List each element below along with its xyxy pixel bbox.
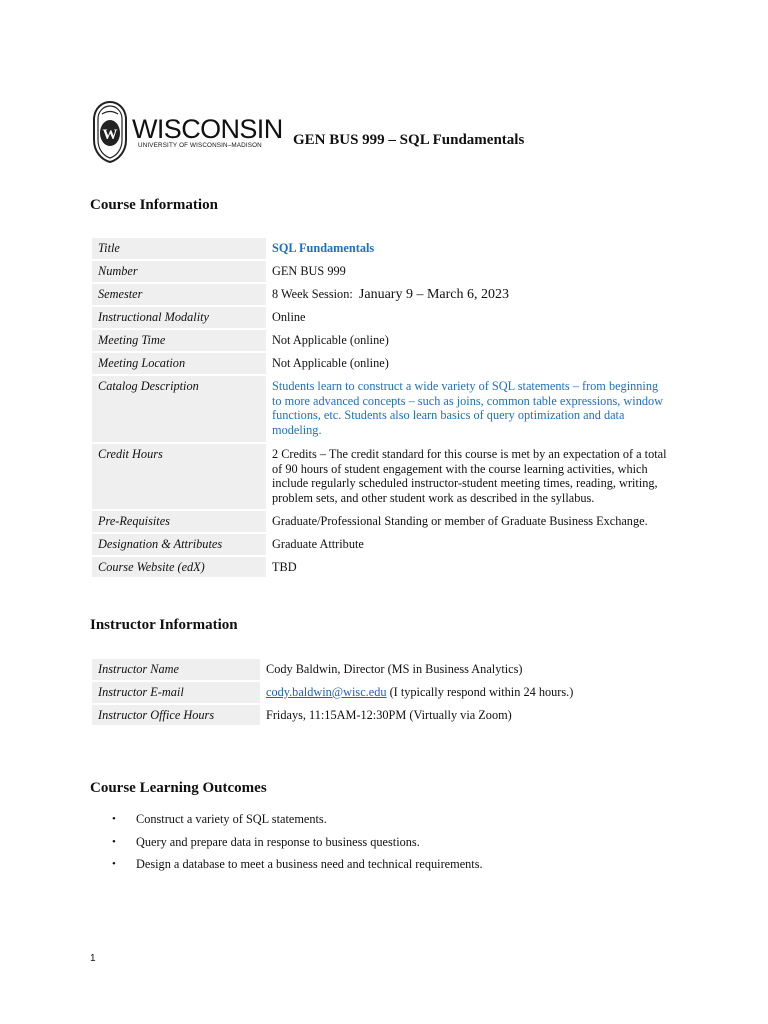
table-row	[92, 261, 676, 282]
table-row	[92, 511, 676, 532]
document-title: GEN BUS 999 – SQL Fundamentals	[293, 132, 525, 148]
list-item	[112, 853, 483, 876]
table-row	[92, 557, 676, 578]
instructor-name: Cody Baldwin, Director (MS in Business Analytics)	[266, 662, 523, 676]
document-header	[90, 100, 283, 164]
table-row	[92, 284, 676, 306]
row-label: Instructor Office Hours	[92, 705, 260, 726]
svg-text:W: W	[102, 127, 118, 143]
row-label: Instructor Name	[92, 659, 260, 680]
table-row	[92, 353, 676, 374]
row-label: Designation & Attributes	[92, 534, 266, 555]
instructor-info-heading: Instructor Information	[90, 617, 238, 633]
table-row	[92, 682, 692, 703]
row-label: Course Website (edX)	[92, 557, 266, 578]
semester-value	[266, 284, 676, 306]
table-row	[92, 376, 676, 442]
semester-prefix: 8 Week Session:	[272, 286, 353, 301]
office-hours-value: Fridays, 11:15AM-12:30PM (Virtually via Zoom)	[266, 707, 512, 722]
row-label: Credit Hours	[92, 444, 266, 509]
row-label: Meeting Time	[92, 330, 266, 351]
outcome-text: Design a database to meet a business need and technical requirements.	[136, 857, 483, 871]
outcomes-heading: Course Learning Outcomes	[90, 780, 267, 796]
uw-logo	[90, 100, 283, 164]
course-info-heading: Course Information	[90, 197, 218, 213]
row-label: Semester	[92, 284, 266, 306]
credit-hours-value: 2 Credits – The credit standard for this course is met by an expectation of a total of 90 hours of student engagement with the course learning activities, which include regularly scheduled instructor-student meeting times, reading, writing, problem sets, and other student work as described in the syllabus.	[272, 446, 667, 506]
table-row	[92, 705, 692, 726]
table-row	[92, 534, 676, 555]
row-value: GEN BUS 999	[272, 263, 346, 278]
instructor-email-cell	[260, 682, 692, 703]
row-value: Online	[272, 310, 306, 325]
outcome-text: Query and prepare data in response to business questions.	[136, 834, 420, 849]
logo-subtitle: UNIVERSITY OF WISCONSIN–MADISON	[138, 142, 262, 149]
row-label: Instructor E-mail	[92, 682, 260, 703]
row-value: Graduate Attribute	[272, 536, 364, 551]
row-value: Not Applicable (online)	[272, 333, 389, 348]
row-value: Graduate/Professional Standing or member of Graduate Business Exchange.	[272, 513, 648, 528]
row-label: Pre-Requisites	[92, 511, 266, 532]
table-row	[92, 659, 692, 680]
row-label: Instructional Modality	[92, 307, 266, 328]
logo-wordmark: WISCONSIN	[132, 114, 283, 144]
row-value: Not Applicable (online)	[272, 355, 389, 370]
course-info-table	[92, 236, 676, 579]
email-note: (I typically respond within 24 hours.)	[386, 684, 574, 699]
row-label: Title	[92, 238, 266, 259]
instructor-email-link[interactable]: cody.baldwin@wisc.edu	[266, 684, 387, 699]
crest-icon	[90, 100, 130, 164]
page-number: 1	[90, 953, 96, 964]
catalog-description: Students learn to construct a wide variety of SQL statements – from beginning to more advanced concepts – such as joins, common table expressions, window functions, etc. Students also learn basics of query optimization and data modeling.	[272, 378, 664, 438]
table-row	[92, 330, 676, 351]
row-value: TBD	[272, 559, 297, 574]
table-row	[92, 238, 676, 259]
course-title-value: SQL Fundamentals	[272, 241, 375, 255]
table-row	[92, 307, 676, 328]
semester-dates: January 9 – March 6, 2023	[358, 286, 509, 302]
row-label: Catalog Description	[92, 376, 266, 442]
outcome-text: Construct a variety of SQL statements.	[136, 812, 327, 826]
bullet-icon: •	[112, 835, 116, 848]
row-label: Number	[92, 261, 266, 282]
row-label: Meeting Location	[92, 353, 266, 374]
list-item	[112, 808, 483, 831]
list-item	[112, 831, 483, 854]
instructor-info-table	[92, 657, 692, 727]
bullet-icon: •	[112, 858, 116, 870]
bullet-icon: •	[112, 813, 116, 825]
outcomes-list	[112, 808, 483, 876]
table-row	[92, 444, 676, 509]
